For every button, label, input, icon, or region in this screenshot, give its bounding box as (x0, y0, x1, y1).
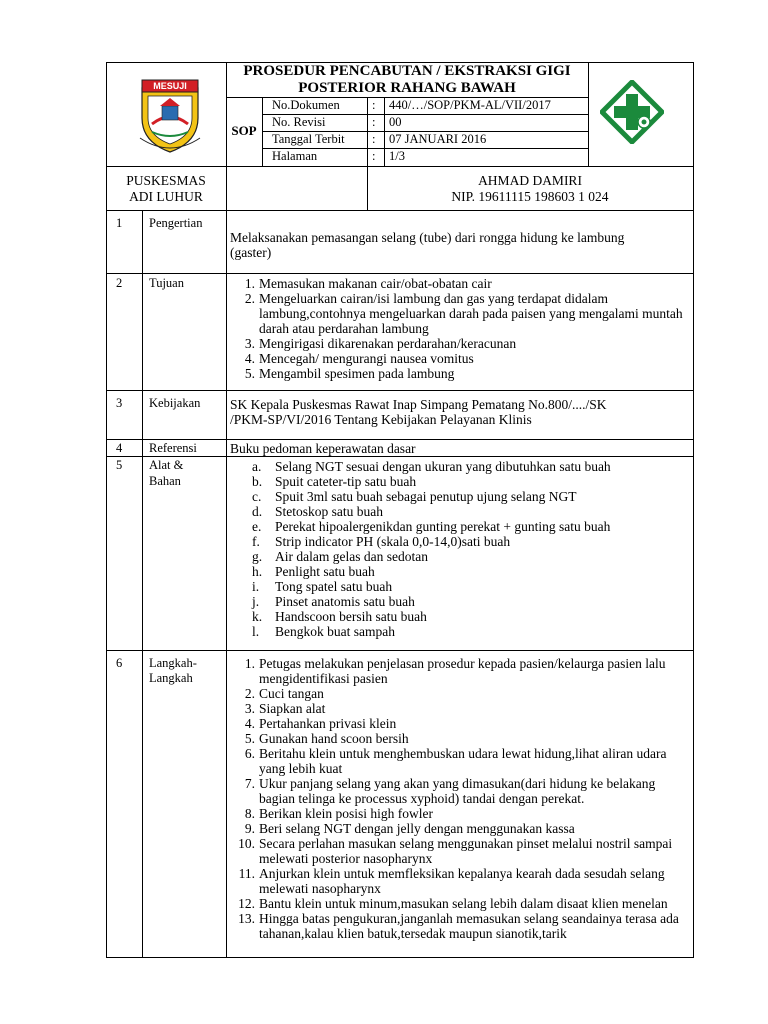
list-item-text: Siapkan alat (259, 701, 326, 716)
list-item-text: Penlight satu buah (275, 564, 375, 579)
row-label-langkah-2: Langkah (149, 671, 193, 685)
list-item (229, 276, 687, 291)
list-item (229, 716, 687, 731)
meta-label-halaman: Halaman (272, 149, 318, 163)
list-item-text: Mengambil spesimen pada lambung (259, 366, 455, 381)
list-letter: b. (252, 474, 263, 489)
list-item-text: Perekat hipoalergenikdan gunting perekat + gunting satu buah (275, 519, 611, 534)
list-item-text: Anjurkan klein untuk memfleksikan kepalanya kearah dada sesudah selang melewati nasopharynx (259, 866, 665, 896)
list-number: 3. (244, 701, 255, 716)
row-label-referensi: Referensi (149, 441, 197, 455)
list-item (229, 291, 687, 336)
list-item (229, 351, 687, 366)
list-item-text: Cuci tangan (259, 686, 324, 701)
row-label-alat-1: Alat & (149, 458, 184, 472)
meta-label-dokumen: No.Dokumen (272, 98, 340, 112)
row-label-kebijakan: Kebijakan (149, 396, 201, 410)
list-item (229, 911, 687, 941)
row-number-6: 6 (116, 656, 123, 670)
row-line-4 (106, 456, 694, 457)
meta-sep-tanggal: : (372, 132, 376, 146)
list-item-text: Mencegah/ mengurangi nausea vomitus (259, 351, 474, 366)
list-item (229, 806, 687, 821)
row-label-langkah-1: Langkah- (149, 656, 197, 670)
kebijakan-text-line-1: SK Kepala Puskesmas Rawat Inap Simpang Pematang No.800/..../SK (230, 397, 607, 412)
table-border-right (693, 62, 694, 958)
list-letter: k. (252, 609, 263, 624)
list-item (248, 519, 688, 534)
meta-value-dokumen: 440/…/SOP/PKM-AL/VII/2017 (389, 98, 551, 112)
meta-sep-dokumen: : (372, 98, 376, 112)
row-label-alat-2: Bahan (149, 474, 181, 488)
list-item (248, 474, 688, 489)
list-item (248, 564, 688, 579)
list-number: 9. (244, 821, 255, 836)
list-number: 11. (238, 866, 255, 881)
list-item-text: Bengkok buat sampah (275, 624, 395, 639)
list-item (248, 579, 688, 594)
langkah-list (229, 656, 687, 941)
list-number: 10. (238, 836, 255, 851)
list-item-text: Spuit 3ml satu buah sebagai penutup ujung selang NGT (275, 489, 577, 504)
referensi-text: Buku pedoman keperawatan dasar (230, 441, 416, 456)
pengertian-text-line-1: Melaksanakan pemasangan selang (tube) dari rongga hidung ke lambung (230, 230, 625, 245)
list-item-text: Gunakan hand scoon bersih (259, 731, 409, 746)
list-letter: c. (252, 489, 262, 504)
meta-sep-halaman: : (372, 149, 376, 163)
list-item (229, 821, 687, 836)
row-label-pengertian: Pengertian (149, 216, 203, 230)
list-number: 8. (244, 806, 255, 821)
list-item-text: Bantu klein untuk minum,masukan selang lebih dalam disaat klien menelan (259, 896, 668, 911)
list-item-text: Beritahu klein untuk menghembuskan udara lewat hidung,lihat aliran udara yang lebih kuat (259, 746, 667, 776)
org-divider-1 (226, 166, 227, 210)
meta-label-tanggal: Tanggal Terbit (272, 132, 345, 146)
list-letter: j. (252, 594, 260, 609)
row-line-5 (106, 650, 694, 651)
org-name-line-1: PUSKESMAS (126, 173, 206, 188)
list-item (248, 504, 688, 519)
list-number: 13. (238, 911, 255, 926)
list-item-text: Tong spatel satu buah (275, 579, 393, 594)
sop-label: SOP (231, 123, 257, 138)
list-item-text: Mengirigasi dikarenakan perdarahan/keracunan (259, 336, 517, 351)
document-title-line-1: PROSEDUR PENCABUTAN / EKSTRAKSI GIGI (243, 63, 571, 79)
list-item-text: Hingga batas pengukuran,janganlah memasukan selang seandainya terasa ada tahanan,kalau klien batuk,tersedak maupun sianotik,tarik (259, 911, 679, 941)
tujuan-list (229, 276, 687, 381)
meta-value-tanggal: 07 JANUARI 2016 (389, 132, 487, 146)
puskesmas-cross-icon (600, 80, 664, 144)
list-item (229, 336, 687, 351)
signer-nip: NIP. 19611115 198603 1 024 (451, 189, 609, 204)
document-title-line-2: POSTERIOR RAHANG BAWAH (298, 80, 516, 96)
list-item (229, 686, 687, 701)
header-bottom-line (106, 166, 694, 167)
table-border-bottom (106, 957, 694, 958)
list-letter: l. (252, 624, 260, 639)
list-number: 12. (238, 896, 255, 911)
alat-bahan-list (248, 459, 688, 639)
label-column-divider (226, 210, 227, 958)
list-letter: h. (252, 564, 263, 579)
row-number-2: 2 (116, 276, 123, 290)
list-item (229, 731, 687, 746)
puskesmas-logo (600, 80, 664, 144)
list-letter: e. (252, 519, 262, 534)
row-number-3: 3 (116, 396, 123, 410)
list-item-text: Spuit cateter-tip satu buah (275, 474, 417, 489)
org-bottom-line (106, 210, 694, 211)
meta-value-revisi: 00 (389, 115, 402, 129)
list-letter: d. (252, 504, 263, 519)
list-letter: g. (252, 549, 263, 564)
list-item-text: Selang NGT sesuai dengan ukuran yang dibutuhkan satu buah (275, 459, 611, 474)
list-item-text: Air dalam gelas dan sedotan (275, 549, 428, 564)
list-number: 4. (244, 351, 255, 366)
list-item (229, 366, 687, 381)
logo-text: MESUJI (153, 81, 187, 91)
list-letter: f. (252, 534, 260, 549)
meta-label-revisi: No. Revisi (272, 115, 326, 129)
list-letter: a. (252, 459, 262, 474)
list-item-text: Pinset anatomis satu buah (275, 594, 415, 609)
list-item-text: Stetoskop satu buah (275, 504, 383, 519)
list-item-text: Secara perlahan masukan selang menggunakan pinset melalui nostril sampai melewati posterior nasopharynx (259, 836, 673, 866)
list-item (248, 594, 688, 609)
list-number: 5. (244, 731, 255, 746)
signer-name: AHMAD DAMIRI (478, 173, 582, 188)
list-item (248, 624, 688, 639)
row-line-3 (106, 439, 694, 440)
row-number-5: 5 (116, 458, 123, 472)
meta-value-halaman: 1/3 (389, 149, 405, 163)
list-number: 4. (244, 716, 255, 731)
list-item-text: Memasukan makanan cair/obat-obatan cair (259, 276, 492, 291)
list-number: 7. (244, 776, 255, 791)
meta-sep-revisi: : (372, 115, 376, 129)
list-item (248, 534, 688, 549)
list-number: 3. (244, 336, 255, 351)
list-number: 2. (244, 291, 255, 306)
list-number: 1. (244, 656, 255, 671)
list-item-text: Strip indicator PH (skala 0,0-14,0)sati buah (275, 534, 511, 549)
header-divider-right (588, 62, 589, 166)
no-column-divider (142, 210, 143, 958)
list-number: 2. (244, 686, 255, 701)
list-item-text: Beri selang NGT dengan jelly dengan menggunakan kassa (259, 821, 575, 836)
list-item (248, 609, 688, 624)
list-letter: i. (252, 579, 260, 594)
mesuji-logo (136, 76, 204, 154)
list-item (248, 459, 688, 474)
pengertian-text-line-2: (gaster) (230, 245, 272, 260)
row-line-1 (106, 273, 694, 274)
list-item (248, 549, 688, 564)
list-number: 5. (244, 366, 255, 381)
list-item-text: Berikan klein posisi high fowler (259, 806, 433, 821)
list-item (229, 866, 687, 896)
row-number-1: 1 (116, 216, 123, 230)
list-item (229, 746, 687, 776)
list-item-text: Ukur panjang selang yang akan yang dimasukan(dari hidung ke belakang bagian telinga ke processus xyphoid) tandai dengan perekat. (259, 776, 656, 806)
list-item (229, 701, 687, 716)
row-label-tujuan: Tujuan (149, 276, 184, 290)
list-item (229, 896, 687, 911)
list-item-text: Petugas melakukan penjelasan prosedur kepada pasien/kelaurga pasien lalu mengidentifikasi pasien (259, 656, 666, 686)
row-number-4: 4 (116, 441, 123, 455)
row-line-2 (106, 390, 694, 391)
list-number: 1. (244, 276, 255, 291)
list-item (229, 776, 687, 806)
kebijakan-text-line-2: /PKM-SP/VI/2016 Tentang Kebijakan Pelayanan Klinis (230, 412, 532, 427)
list-item-text: Mengeluarkan cairan/isi lambung dan gas yang terdapat didalam lambung,contohnya mengeluarkan darah pada paisen yang mengalami muntah darah atau perdarahan lambung (259, 291, 683, 336)
list-item-text: Handscoon bersih satu buah (275, 609, 427, 624)
org-name-line-2: ADI LUHUR (129, 189, 203, 204)
list-item-text: Pertahankan privasi klein (259, 716, 397, 731)
list-item (229, 836, 687, 866)
list-item (248, 489, 688, 504)
list-number: 6. (244, 746, 255, 761)
list-item (229, 656, 687, 686)
